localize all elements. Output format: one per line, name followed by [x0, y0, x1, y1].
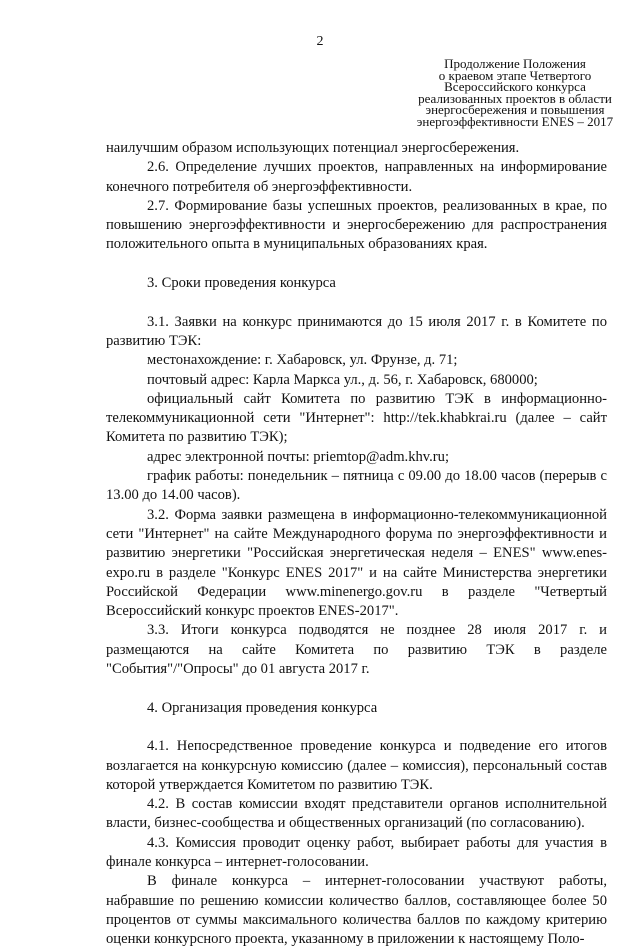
paragraph-4-1: 4.1. Непосредственное проведение конкурса и подведение его итогов возлагается на конкурсную комиссию (далее – комиссия), персональный состав которой утверждается Комитетом по развитию ТЭК. — [106, 738, 607, 793]
header-line: энергоэффективности ENES – 2017 — [416, 113, 614, 129]
paragraph-continuation: наилучшим образом использующих потенциал энергосбережения. — [106, 140, 520, 156]
paragraph-3-1: 3.1. Заявки на конкурс принимаются до 15 июля 2017 г. в Комитете по развитию ТЭК: — [106, 313, 607, 349]
paragraph-4-2: 4.2. В состав комиссии входят представители органов исполнительной власти, бизнес-сообщества и общественных организаций (по согласованию). — [106, 796, 607, 832]
spacer — [106, 293, 607, 312]
continuation-header — [400, 58, 630, 127]
header-line: о краевом этапе Четвертого — [438, 67, 592, 83]
paragraph-website: официальный сайт Комитета по развитию ТЭК в информационно-телекоммуникационной сети "Интернет": http://tek.khabkrai.ru (далее – сайт Комитета по развитию ТЭК); — [106, 390, 607, 446]
spacer — [106, 255, 607, 274]
page-number: 2 — [316, 34, 324, 49]
paragraph-3-2: 3.2. Форма заявки размещена в информационно-телекоммуникационной сети "Интернет" на сайте Международного форума по энергоэффективности и развитию энергетики "Российская энергетическая неделя – ENES" www.enes-expo.ru в разделе "Конкурс ENES 2017" и на сайте Министерства энергетики Российской Федерации www.minenergo.gov.ru в разделе "Четвертый Всероссийский конкурс проектов ENES-2017". — [106, 506, 607, 620]
paragraph-4-3: 4.3. Комиссия проводит оценку работ, выбирает работы для участия в финале конкурса – интернет-голосовании. — [106, 834, 607, 870]
paragraph-2-6: 2.6. Определение лучших проектов, направленных на информирование конечного потребителя об энергоэффективности. — [106, 159, 607, 195]
section-4-title: 4. Организация проведения конкурса — [147, 699, 378, 716]
header-line: Всероссийского конкурса — [444, 79, 586, 94]
paragraph-3-3: 3.3. Итоги конкурса подводятся не позднее 28 июля 2017 г. и размещаются на сайте Комитета по развитию ТЭК в разделе "События"/"Опросы" до 01 августа 2017 г. — [106, 622, 607, 678]
spacer — [106, 718, 607, 737]
paragraph-schedule: график работы: понедельник – пятница с 09.00 до 18.00 часов (перерыв с 13.00 до 14.00 часов). — [106, 468, 607, 504]
header-line: энергосбережения и повышения — [425, 102, 605, 117]
paragraph-email: адрес электронной почты: priemtop@adm.khv.ru; — [147, 448, 450, 465]
paragraph-final: В финале конкурса – интернет-голосовании участвуют работы, набравшие по решению комиссии количество баллов, составляющее более 50 процентов от суммы максимального количества баллов по каждому критерию оценки конкурсного проекта, указанному в приложении к настоящему Поло- — [106, 873, 607, 948]
section-3-title: 3. Сроки проведения конкурса — [147, 275, 336, 292]
paragraph-location: местонахождение: г. Хабаровск, ул. Фрунзе, д. 71; — [147, 352, 458, 369]
header-line: реализованных проектов в области — [418, 90, 612, 106]
paragraph-2-7: 2.7. Формирование базы успешных проектов, реализованных в крае, по повышению энергоэффективности и энергосбережению для распространения положительного опыта в муниципальных образованиях края. — [106, 197, 607, 253]
document-body — [106, 139, 607, 949]
spacer — [106, 679, 607, 698]
header-line: Продолжение Положения — [444, 56, 586, 71]
paragraph-postal-address: почтовый адрес: Карла Маркса ул., д. 56, г. Хабаровск, 680000; — [147, 371, 538, 388]
